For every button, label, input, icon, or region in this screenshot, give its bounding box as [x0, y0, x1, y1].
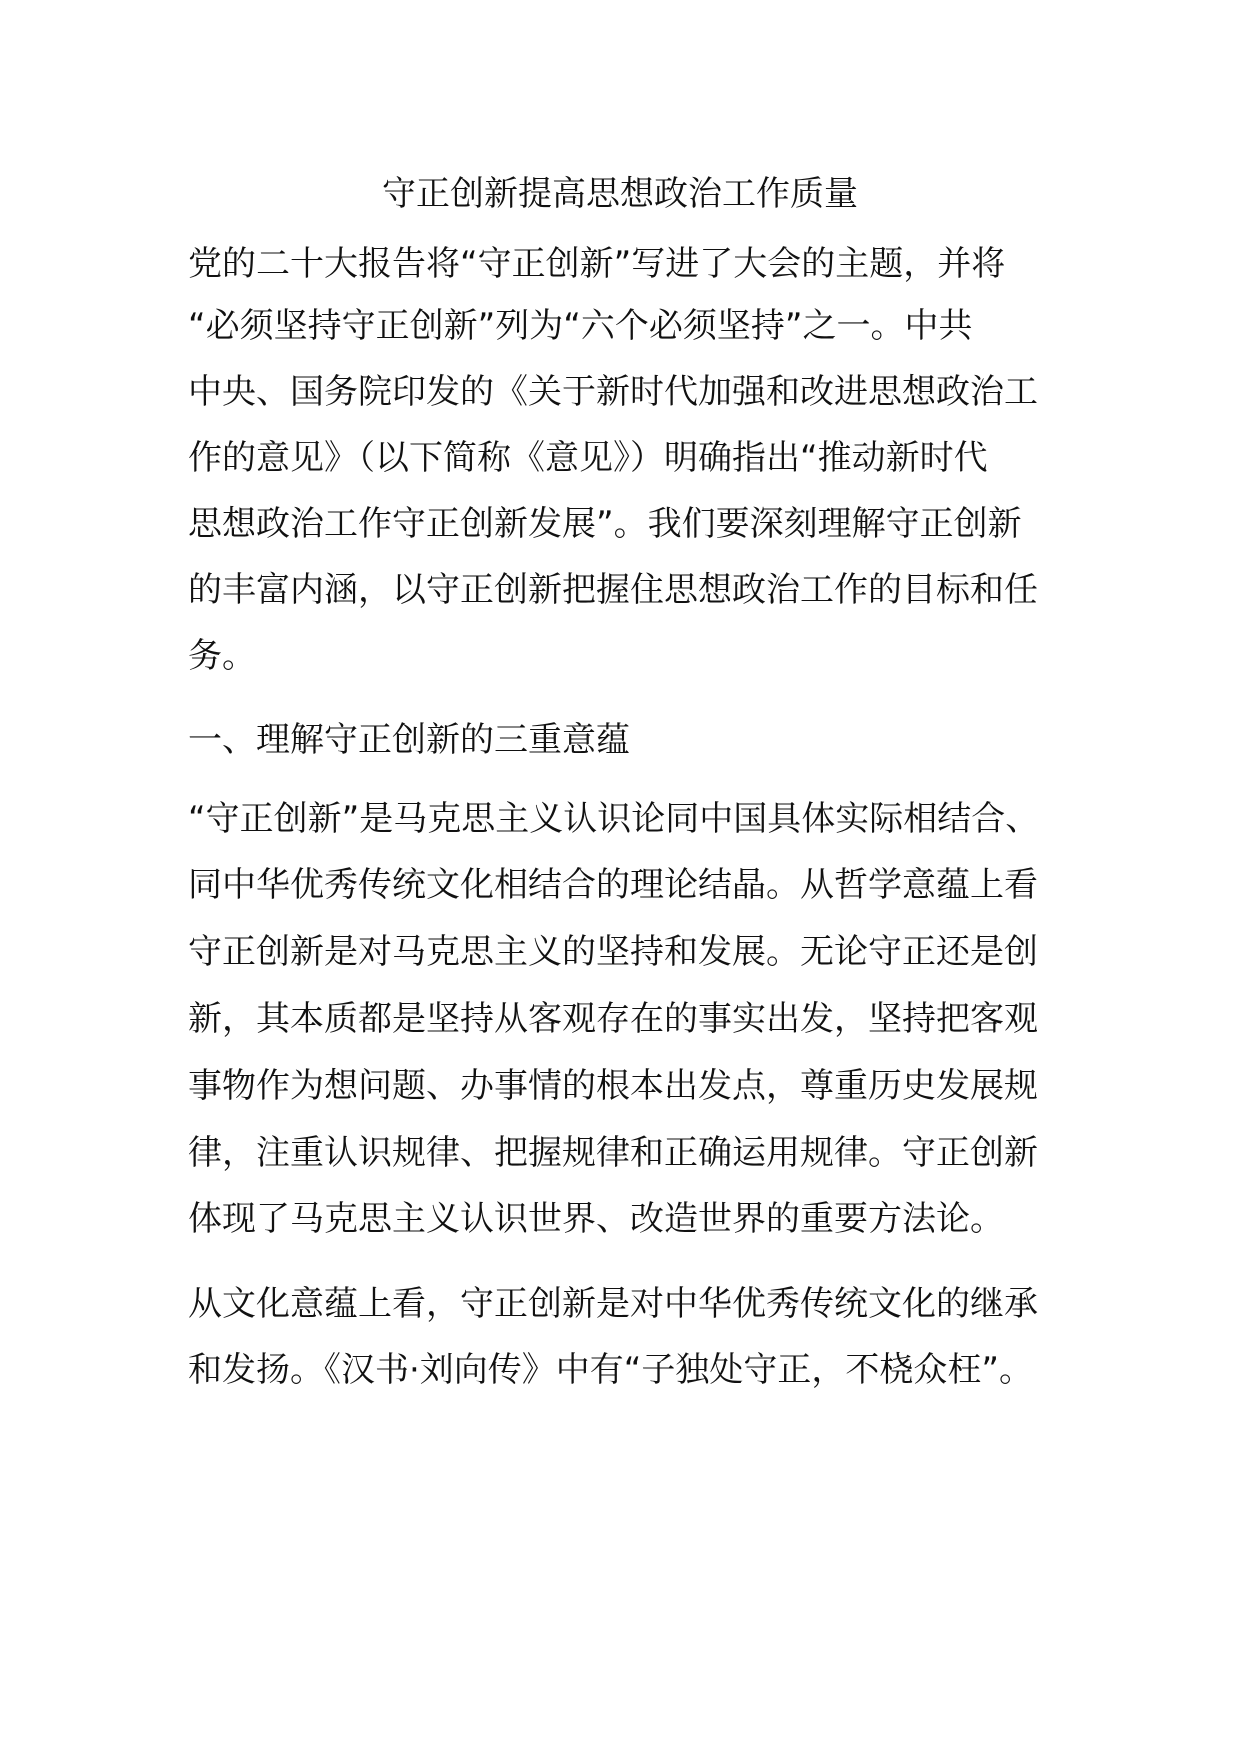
paragraph-line: 党的二十大报告将“守正创新”写进了大会的主题，并将	[188, 244, 1006, 284]
paragraph-line: “必须坚持守正创新”列为“六个必须坚持”之一。中共	[188, 306, 973, 346]
paragraph-line: 和发扬。《汉书·刘向传》中有“子独处守正，不桡众枉”。	[188, 1350, 1034, 1390]
paragraph-line: 律，注重认识规律、把握规律和正确运用规律。守正创新	[188, 1133, 1038, 1173]
paragraph-line: 事物作为想问题、办事情的根本出发点，尊重历史发展规	[188, 1066, 1038, 1106]
document-title: 守正创新提高思想政治工作质量	[382, 174, 858, 214]
paragraph-line: 作的意见》（以下简称《意见》）明确指出“推动新时代	[188, 438, 988, 478]
paragraph-line: 中央、国务院印发的《关于新时代加强和改进思想政治工	[188, 372, 1038, 412]
paragraph-line: 守正创新是对马克思主义的坚持和发展。无论守正还是创	[188, 932, 1038, 972]
paragraph-line: 同中华优秀传统文化相结合的理论结晶。从哲学意蕴上看	[188, 865, 1038, 905]
paragraph-line: 新，其本质都是坚持从客观存在的事实出发，坚持把客观	[188, 999, 1038, 1039]
paragraph-line: 的丰富内涵，以守正创新把握住思想政治工作的目标和任	[188, 570, 1038, 610]
paragraph-line: 体现了马克思主义认识世界、改造世界的重要方法论。	[188, 1199, 1004, 1239]
paragraph-line: 从文化意蕴上看，守正创新是对中华优秀传统文化的继承	[188, 1284, 1038, 1324]
paragraph-line: 务。	[188, 636, 256, 676]
paragraph-line: 思想政治工作守正创新发展”。我们要深刻理解守正创新	[188, 504, 1022, 544]
section-heading: 一、理解守正创新的三重意蕴	[188, 720, 630, 760]
paragraph-line: “守正创新”是马克思主义认识论同中国具体实际相结合、	[188, 799, 1040, 839]
